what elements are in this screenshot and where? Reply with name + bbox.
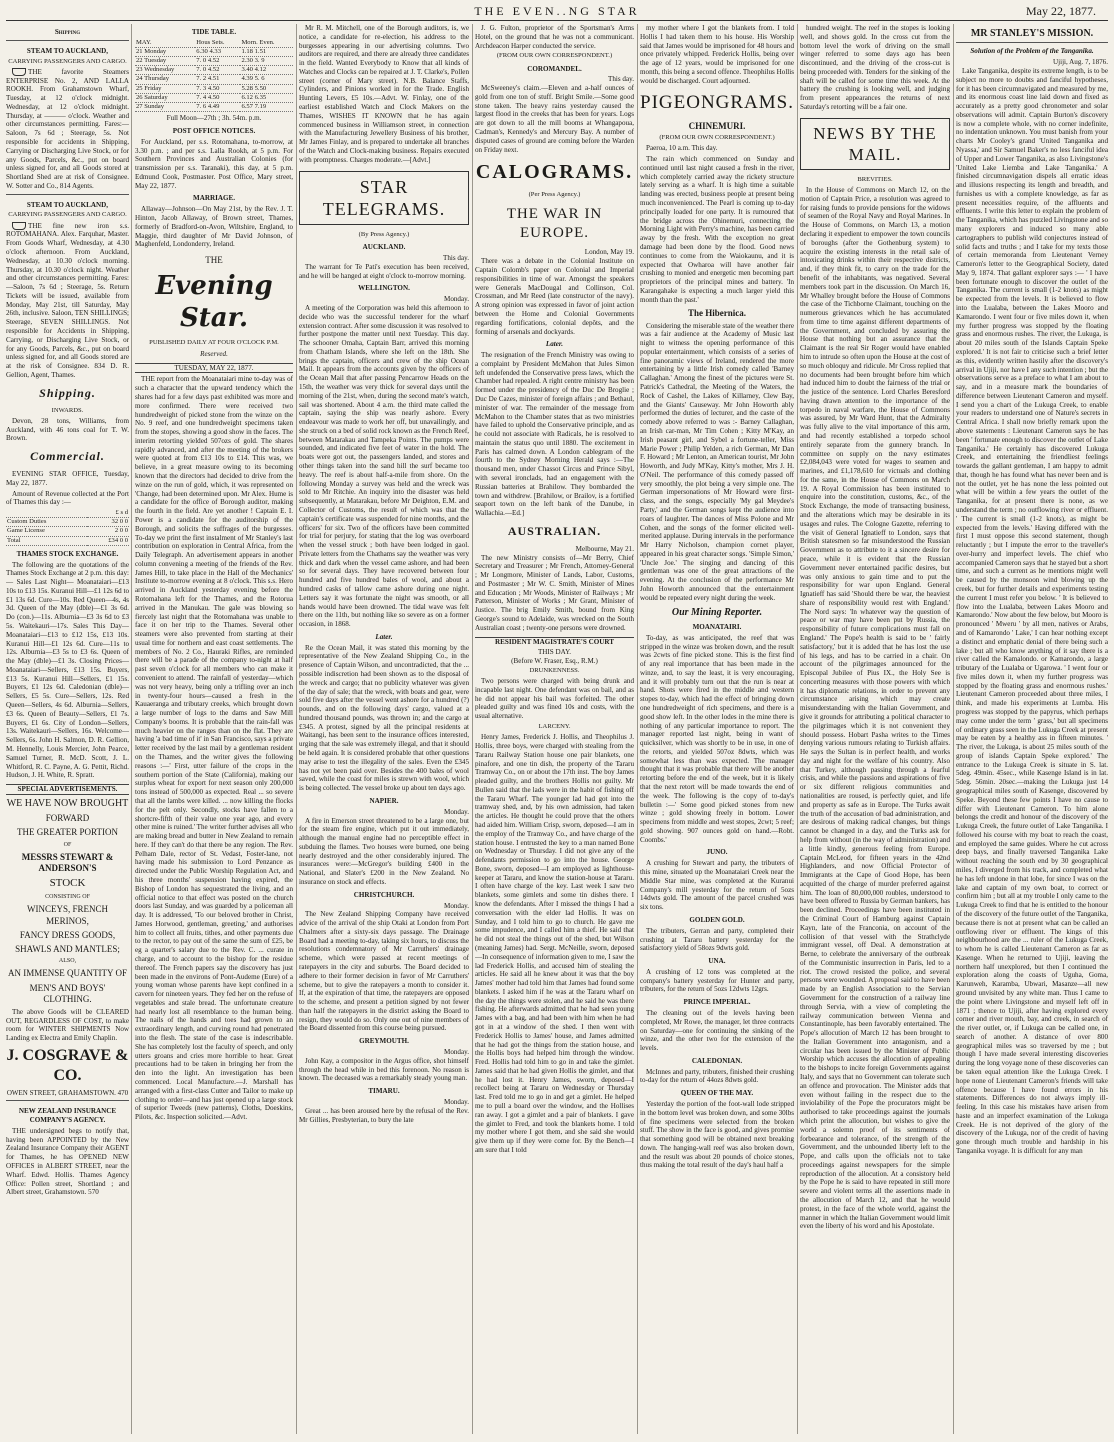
dateline: Melbourne, May 21. [575,544,634,553]
steamship-icon [12,222,26,230]
column-7 [956,24,1108,1434]
table-header: Morn. Even. [240,39,293,48]
table-cell: 22 Tuesday [135,57,195,66]
dateline-day: Monday. [444,1048,469,1057]
dateline-day: Monday. [444,1097,469,1106]
table-row [135,93,293,102]
table-row [6,518,129,527]
nameplate: Evening Star. [155,271,273,334]
table-cell: 32 0 0 [87,518,129,527]
table-cell: 7. 6 4.49 [195,102,240,111]
paper-masthead-title: THE EVEN..NG STAR [474,4,640,18]
advertisement [6,1100,129,1197]
ad-firm-name: J. COSGRAVE & CO. [6,1047,129,1084]
column-6 [800,24,950,1434]
dateline-heading: CHINEMURI. [688,121,746,132]
subheading: CALEDONIAN. [691,1056,743,1065]
byline: (FROM OUR OWN CORRESPONDENT.) [659,134,775,142]
table-row [135,66,293,75]
article-body: Devon, 28 tons, Williams, from Auckland, with 46 tons coal for T. W. Brown. [6,416,129,443]
table-cell: 7. 3 4.50 [195,84,240,93]
ad-heading: STEAM TO AUCKLAND, [26,46,109,55]
subheading: Solution of the Problem of the Tanganika. [970,47,1094,56]
table-cell: 3.40 4.12 [240,66,293,75]
ad-body: The above Goods will be CLEARED OUT, REGARDLESS OF COST, to make room for WINTER SHIPMENTS Now Landing ex Electra and Emily Chaplin. [6,1007,129,1043]
table-header: £ s d [87,509,129,518]
tide-note: Full Moon—27th ; 3h. 54m. p.m. [166,114,262,123]
leader-date: TUESDAY, MAY 22, 1877. [135,363,293,374]
ad-body: THE undersigned begs to notify that, having been APPOINTED by the New Zealand Insurance Company their AGENT for Thames, he has OPENED NEW OFFICES in ALBERT STREET, near the Wharf. Edwd. Hollis. Thames Agency Office: Pollen street, Shortland ; and Albert street, Grahamstown. 570 [6,1126,129,1197]
subheading: PRINCE IMPERIAL. [683,998,751,1007]
nameplate-prefix: THE [205,255,223,266]
ad-line: FORWARD [45,813,90,824]
column-rule [131,24,132,1434]
article-body: hundred weight. The reef in the stopes is looking well, and shows gold. In the cross cut from the bottom level the work of driving on the small winger referred to some days ago has been discontinued, and the driving of the cross-cut is being proceeded with. Tenders for the sinking of the shaft will be called for some time this week. At the battery the crushing is looking well, and judging from present appearances the returns of next Saturday's retorting will be a fair one. [800,24,950,112]
ad-body: THE favorite Steamers ENTERPRISE No. 2, AND LALLA ROOKH. From Grahamstown Wharf, Tuesday, at 12 o'clock midnight. Wednesday, at 12 o'clock midnight. Thursday, at ——— o'clock. Weather and other circumstances permitting. Fares:—Saloon, 7s 6d ; Steerage, 5s. Not responsible for accidents in Shipping, Carrying or Discharging Live Stock, or for any Goods, Parcels, &c., put on board unless signed for, and all Goods stored at Shortland Shed are at risk of Consignee. W. Sotter and Co., 814 Agents. [6,67,129,190]
table-cell: 26 Saturday [135,93,195,102]
subheading: QUEEN OF THE MAY. [680,1089,754,1098]
subheading: DRUNKENNESS. [529,666,580,674]
dateline-day: Monday. [444,807,469,816]
subheading: Later. [545,340,564,349]
section-heading: The Hibernica. [688,308,746,319]
article-body: Amount of Revenue collected at the Port of Thames this day :— [6,489,129,507]
byline: (FROM OUR OWN CORRESPONDENT.) [496,52,613,60]
ad-address: OWEN STREET, GRAHAMSTOWN. 470 [6,1088,129,1097]
dateline-heading: WELLINGTON. [358,284,410,293]
table-header-row [135,39,293,48]
section-heading-war: THE WAR IN EUROPE. [506,206,603,241]
article-body: McInnes and party, tributers, finished their crushing to-day for the return of 44ozs 8dwts gold. [640,1067,794,1085]
subheading: LARCENY. [538,723,571,731]
ad-line: AN IMMENSE QUANTITY OF [8,968,127,979]
article-body: The rain which commenced on Sunday and continued until last night caused a fresh in the river, which completely carried away the rickety structure lately serving as a wharf. It is high time a suitable landing was erected, business people at present being much inconvenienced. The Pearl is coming up to-day principally loaded for one party. It is rumoured that the bridge across the Ohinemuri, connecting the Morning Light with Perry's machine, has been carried away by the fresh. With the exception no great damage had been done by the flood. Good news continues to come from the Waiokaunu, and it is expected that Owharoa will have another fair crushing to monied and energetic men becoming part proprietors of the principal mines and battery. 'In Karangahake is expecting a much larger yield this month than the past.' [640,155,794,304]
section-heading: MARRIAGE. [193,194,235,203]
ad-heading: NEW ZEALAND INSURANCE COMPANY'S AGENCY. [18,1107,117,1125]
section-heading: Shipping [54,28,81,36]
ad-subheading: CARRYING PASSENGERS AND CARGO. [8,57,127,65]
court-day: THIS DAY. [537,648,572,657]
dateline-heading: GREYMOUTH. [359,1037,409,1046]
dateline-day: Monday. [444,901,469,910]
advertisement-stock [6,798,129,1098]
section-heading: Shipping. [39,385,96,400]
byline: (Per Press Agency.) [528,191,581,199]
ad-line: WE HAVE NOW BROUGHT [6,797,129,809]
table-cell: Game License [6,527,87,536]
steamship-icon [12,68,26,76]
dateline: EVENING STAR OFFICE, Tuesday, May 22, 1877. [6,469,129,487]
table-cell: 6.30 4.33 [195,47,240,56]
subheading: BREVITIES. [857,175,893,183]
table-cell: £34 0 0 [87,536,129,545]
dateline: Ujiji, Aug. 7, 1876. [1053,58,1108,67]
article-body: Considering the miserable state of the weather there was a fair audience at the Academy of Music last night to witness the opening performance of this popular entertainment, which consists of a series of fine panoramic views of Ireland, rendered the more entertaining by a little Irish comedy called 'Barney Callaghan.' Among the finest of the pictures were St. Patrick's Cathedral, the Meeting of the Waters, the Rock of Cashel, the Lakes of Killarney, Clew Bay, and the Giants' Causeway. Mr John Howorth ably performed the duties of lecturer, and the caste of the comedy above referred to was :- Barney Callaghan, an Irish car-man, Mr Tim Cohen ; Kitty M'Kay, an Irish peasant girl, and Sybel a fortune-teller, Miss Marie Power ; Philip Yelden, a rich German, Mr Dan F. Howard ; Mr Lenton, an American tourist, Mr John Howorth, and Judy M'Kay, Kitty's mother, Mrs J. H. O'Neil. The performance of this comedy passed off very smoothly, the plot being a very simple one. The German impersonations of Mr Howard were first-class, and the songs, especially 'My gal Meydee's Party,' and the German songs kept the audience into roars of laughter. The dances of Miss Polone and Mr Cohen, and the songs of the former elicited well-merited applause. During intervals in the performance Mr Harry Nicholson, champion cornet player, appeared in his great character songs. 'Simple Simon,' 'Uncle Joe.' The singing and dancing of this gentleman was one of the great attractions of the evening. At the conclusion of the performance Mr John Howorth announced that the entertainment would be repeated every night during the week. [640,321,794,602]
table-cell: 6.57 7.19 [240,102,293,111]
article-body: There was a debate in the Colonial Institute on Captain Colomb's paper on Colonial and Imperial responsibilities in time of war. Amongst the speakers were Generals MacDougal and Collinson, Col. Crossman, and Mr Reed (late constructor of the navy). A strong opinion was expressed in favor of joint action between the Home and Colonial Governments regarding fortifications, colonial depôts, and the forming of arsenals and dockyards. [475,257,634,336]
table-cell: 7. 2 4.51 [195,75,240,84]
masthead-date: May 22, 1877. [1026,4,1096,18]
table-cell: 2.30 3. 9 [240,57,293,66]
dateline-heading: COROMANDEL. [527,64,582,73]
masthead [6,4,1108,21]
table-row [135,57,293,66]
revenue-table [6,509,129,546]
section-heading-calograms: CALOGRAMS. [475,161,634,184]
section-heading: SPECIAL ADVERTISEMENTS. [6,784,129,795]
table-cell: Custom Duties [6,518,87,527]
dateline-day: This day. [443,254,469,263]
table-cell: 23 Wednesday [135,66,195,75]
article-body: The following are the quotations of the Thames Stock Exchange at 2 p.m. this day:— Sales Last Night— Moanataiari—£13 10s to £13 15s. Kuranui Hill—£1 12s 6d to £1 13s 6d. Cure—10s. Red Queen—4s, 4s 3d. Queen of the May (dble)—£1 3s 6d. Do (con.)—11s. Alburnia—£3 3s 6d to £3 5s. Waitekauri—17s. Sales This Day— Moanataiari—£13 to £12 15s, £13 10s. Kuranui Hill—£1 12s 6d. Cure—11s to 12s. Alburnia—£3 5s to £3 6s. Queen of the May (dble)—£1 3s. Closing Prices— Moanataiari—Sellers, £13 15s. Buyers, £13 5s. Kuranui Hill—Sellers, £1 15s. Buyers, £1 12s 6d. Caledonian (dble)—Sellers, £5 5s. Cure—Sellers, 12s. Red Queen—Sellers, 4s 6d. Alburnia—Sellers, £3 6s. Queen of Beauty—Sellers, £1 7s. Buyers, £1 6s. City of London—Sellers, 13s. Waitekauri—Sellers, 16s. Welcome—Sellers, 6s. John H. Salmon, D. R. Gellion, M. Hennelly, Louis Mercier, John Pearce, Samuel Turner, R. McD. Scott, J. L. Whitford, R. C. Payne, A. G. Pettit, Richd. Hudson, J. H. White, R. Spratt. [6,560,129,780]
section-heading-court: RESIDENT MAGISTRATE'S COURT [475,637,634,647]
dateline: London, May 19. [584,248,634,257]
column-rule [953,24,954,1434]
ad-heading: STEAM TO AUCKLAND, [26,200,109,209]
ad-line: ALSO, [58,958,77,964]
article-body: A crushing for Stewart and party, the tributers of this mine, situated up the Moanataiari Creek near the Middle Star mine, was completed at the Kuranui Company's mill yesterday for the return of 5ozs 14dwts gold. The amount of the parcel crushed was six tons. [640,859,794,912]
column-2 [135,24,293,1434]
ad-line: CONSISTING OF [45,893,90,900]
article-body: Re the Ocean Mail, it was stated this morning by the representative of the New Zealand Shipping Co., in the presence of Captain Wilson, and uncontradicted, that the ... possible indiscretion had been shown as to the disposal of the wreck and cargo; that no publicity whatever was given of the day of sale; that the wreck, with boats and gear, were sold five days after the vessel went ashore for a hundred (?) pounds, and on the following days' cargo, valued at a hundred thousand pounds, was thrown in; and the cargo at £345. A protest, signed by all the principal residents at Waitangi, has been sent to the insurance offices interested, urging that the sale was extremely illegal, and that it should be held again. It is considered probable that other questions may arise to test the illegality of the sales. Even the £345 has not yet been paid over. Besides the 400 bales of wool saved, while the coast for miles is strewn with wool, which is being collected. The vessel broke up about ten days ago. [299,643,469,793]
section-heading: THAMES STOCK EXCHANGE. [16,549,119,558]
dateline: Paeroa, 10 a.m. This day. [646,144,718,153]
table-cell: 2 0 0 [87,527,129,536]
article-body: Allaway—Johnson—On May 21st, by the Rev. J. T. Hinton, Jacob Allaway, of Brown street, Thames, formerly of Bradford-on-Avon, Wiltshire, England, to Maggie, third daughter of Mr David Johnson, of Maghenfeld, Londonderry, Ireland. [135,205,293,249]
table-cell: Total [6,536,87,545]
article-body: The resignation of the French Ministry was owing to a complaint by President McMahon that Jules Simon left undefended the Conservative press laws, which the Chamber had repealed. A right centre ministry has been formed under the presidency of the Duc De Broglie ; Duc De Cazes, minister of foreign affairs ; and Bethaul, minister of war. The remainder of the message from McMahon to the Chamber states that as two ministries have failed to uphold the Conservative principle, and as he could not associate with Radicals, he is resolved to maintain the status quo until 1880. The excitement in Paris has calmed down. A London cablegram of the fourth to the Sydney Morning Herald says :—The thousand men, under Chassot Circus and Prince Sibyl, with several ironclads, had an engagement with the Russian batteries at Brahilow. They bombarded the town and withdrew. [Brahilow, or Brailov, is a fortified seaport town on the left bank of the Danube, in Wallachia.—Ed.] [475,351,634,518]
column-rule [637,24,638,1434]
table-header: MAY. [135,39,195,48]
dateline-heading: AUCKLAND. [362,243,406,252]
leader-body: THE report from the Moanataiari mine to-day was of such a character that the upward tendency which the shares had for a few days past exhibited was more and more confirmed. There were received two hundredweight of picked stone from the winze on the No. 9 reef, and one hundredweight specimens taken from the stopes, showing a good show in the faces. The interim retorting yielded 507ozs of gold. The shares rapidly advanced, and after the meeting of the brokers were quoted at from £13 10s to £14. This was, we believe, in a great measure owing to its becoming known that the directors had decided to drive from the winze on the run of gold, which, it was represented on 'Change, had been determined upon. Mr Alex. Hume is a candidate for the office of Borough auditor, making the fourth in the field. Are yet another ! Captain E. I. Power is a candidate for the auditorship of the Borough, and solicits the suffrages of the burgesses. To-day we print the first instalment of Mr Stanley's last contribution on exploration in Central Africa, from the Daily Telegraph. An advertisement appears in another column convening a meeting of the friends of the Rev. James Hill, to take place in the Hall of the Mechanics' Institute to-morrow evening at 8 o'clock. This s.s. Hero arrived in Auckland yesterday evening before the Rotomahana left for the Thames, and the Rotorua arrived in the Manukau. The gale was blowing so fiercely last night that the Rotomahana was unable to face it on her trip to the Thames. Several other steamers were also prevented from starting at their usual time for northern and east coast settlements. The members of No. 2 Co., Hauraki Rifles, are reminded there will be a parade of the company to-night at half past seven o'clock for all members who can make it convenient to attend. The rainfall of yesterday—which was not very heavy, being only a trifling over an inch in twenty-four hours—caused a fresh in the Kauaeranga and tributary creeks, which brought down a large number of logs to the dams and Saw Mill Company's booms. It is probable that the rain-fall was much heavier on the ranges than on the flat. They are having 'a bad time of it' in San Francisco, says a private letter received by the last mail by a gentleman resident on the Thames, and the writer gives the following reasons :—' First, utter failure of the crops in the southern portion of the State (California), making our surplus wheat for export for next season only 200,000 tons instead of 500,000 as expected. Real ... so severe that all the lambs were killed. ... now killing the flocks for the pelt only. Secondly, stocks have fallen to a shortcre-fifth of their value one year ago, and every other mine is ruined.' The writer further advises all who are making bread and butter in New Zealand to remain here. If they can't do that there be any region. The Rev. Pelham Dale, rector of St. Vedast, Foster-lane, not having made his submission to Lord Penzance as directed under the Public Worship Regulation Act, and his three months' suspension having expired, the Bishop of London has sequestrated the living, and an official notice to that effect was posted on the church doors last Sunday, and was guarded by a policeman all day. It is addressed, 'To our beloved brother in Christ, James Horwood, gentleman, greeting,' and authorises him to collect all fruits, tithes, and other payments due to the rector, to pay out of the same the sum of £25, be eg a quarter's salary due to the Rev. C. ... curate in charge, and to account to the bishop for the residue thereof. The French papers say the discovery has just been made in the environs of Pont-Audeme (Eure) of a young woman whose parents have kept confined in a cavern for nineteen years. They fed her on the refuse of vegetables and stale bread. The unfortunate creature had nearly lost all resemblance to the human being. The nails of the hands and toes had grown to an extraordinary length, and curving round had penetrated into the flesh. The state of the case is indescribable. She has completely lost the faculty of speech, and only utters groans and cries more horrible to hear. Great precautions had to be taken in bringing her from the den into the light. An investigation has been commenced. Local Manufacture.—J. Marshall has arranged with a first-class Cutter and Tailor to make up clothing to order—and has just opened up a large stock of superior Tweeds (new patterns), Cloths, Doeskins, Pilots, &c. Inspection solicited.—Advt. [135,375,293,1122]
section-heading: Our Mining Reporter. [671,606,763,618]
advertisement [6,40,129,191]
section-heading-telegrams: STAR TELEGRAMS. [299,171,469,226]
article-body: To-day, as was anticipated, the reef that was stripped in the winze was broken down, and the result was 2cwts of fine picked stone. This is the first find of any real importance that has been made in the winze, and, to say the least, it is very encouraging, and it will probably turn out that the run is near at hand. Shots were fired in the middle and western stopes to-day, which had the effect of bringing down one hundredweight of rich specimens, and there is a good show left. In the other lodes in the mine there is nothing of any particular importance to report. The manager reported last night, being in want of quicksilver, which was shortly to be in use, in one of the retorts, and yielded 507oz 8dwts, which was somewhat less than was expected. The manager thought that it was probable that there will be another retorting before the end of the week, but it is likely that the next retort will be made towards the end of the week. The following is the copy of to-day's bulletin :—' Some good picked stones from new winze ; gold showing freely in bottom. Lower specimens from middle and west stopes, 2cwt; 5 reef; gold showing. 907 ounces gold on hand.—Robt. Coombs.' [640,633,794,844]
ad-line: MESSRS STEWART & ANDERSON'S [21,852,114,874]
column-rule [797,24,798,1434]
column-4 [475,24,634,1434]
article-body: In the House of Commons on March 12, on the motion of Captain Price, a resolution was agreed to for raising funds to provide pensions for the widows of seamen of the Royal Navy and Royal Marines. In the House of Commons, on March 13, a motion declaring it expedient to empower the town councils of boroughs (after the Gothenburg system) to acquire the existing interests in the retail sale of intoxicating drinks within their respective districts, and, if they think fit, to carry on the trade for the benefit of the inhabitants, was negatived. Several members took part in the discussion. On March 16, Mr Whalley brought before the House of Commons the case of the Tichborne Claimant, touching on the numerous grievances which he has accumulated from time to time against different departments of the Government, and concluded by assuring the House that nothing but an assurance that the Claimant is the real Sir Roger would have enabled him to intrude so often upon the House at the cost of so much obloquy and ridicule. Mr Cross replied that no documents had been brought before him which had induced him to doubt the fairness of the trial or the justice of the sentence. Lord Charles Beresford having drawn attention to the importance of the torpedo in naval warfare, the House of Commons was assured, by Mr Ward Hunt, that the Admiralty was fully alive to the vital importance of this arm, and had recently established a torpedo school entirely separate from the gunnery branch. In committee on supply on the navy estimates £2,084,043 were voted for wages to seamen and marines, and £1,178,610 for victuals and clothing for the same, in the House of Commons on March 19. A Royal Commission has been instituted to enquire into the constitution, customs, &c., of the Stock Exchange, the mode of transacting business, and the alterations which may be desirable in its usages and rules. The Cologne Gazette, referring to the visit of General Ignatieff to London, says that British statesmen so far misunderstood the Russian Government as to attribute to it a sincere desire for peace, while it is evident that the Russian Government never entertained pacific desires, but was only anxious to gain time and to put the responsibility for war upon England. General Ignatieff has said 'Should there be war, the heaviest share of responsibility would rest with England.' The Nord says: 'In whatever way the question of peace or war may have been put by Russia, the responsibility of future complications must fall on England.' The Pope's health is said to be ' fairly satisfactory,' but it is added that he has lost the use of his legs, and has to be carried in a chair. On account of the pilgrimages announced for the Episcopal Jubilee of Pius IX., the Holy See is concerting measures with those powers with which it has diplomatic relations, in order to prevent any circumstance arising which may create misunderstanding with the Italian Government, and give it grounds for attributing a political character to the pilgrimages which it is not convenient they should possess. Hobart Pasha writes to the Times denying various rumours relating to Turkish affairs. He says the Sultan is in perfect health, and works day and night for the welfare of his country. Also that Turkey, although passing through a fearful crisis, and while the passions and aspirations of five or six different religious communities and nationalities are roused, is perfectly quiet, and life and property as safe as in Europe. The Turks await the truth of the accusation of bad administration, and are desirous of making radical changes, but things cannot be changed in a day, and the Turks ask for help from without (in the way of administration) and a little kindly, generous feeling from Europe. Captain McLeod, for fifteen years in the 42nd Highlanders, and now Official Protector of Immigrants at the Cape of Good Hope, has been acquitted of the charge of murder preferred against him. The loan of 80,000,000 roubles, understood to have been offered to Russia by German bankers, has been declined. Proceedings have been instituted in the Criminal Court of Hamburg against Captain Kayn, late of the Franconia, on account of the collision of that vessel with the Strathclyde immigrant vessel, off Deal. A demonstration at Berne, to celebrate the anniversary of the outbreak of the Communistic insurrection in Paris, led to a riot. The crowd resisted the police, and several persons were wounded. A proposal said to have been made by an English Association to the Servian Government for the construction of a railway line through Servia, with a view of completing the railway communication between Vienna and Constantinople, has been favorably entertained. The Pope's allocution of March 12 has been brought to the Italian Government into antagonism, and a circular has been issued by the Minister of Public Worship which accuses the allocution of appealing to the bishops to incite foreign Governments against Italy, and says that no Government can tolerate such an offence and provocation. The Minister adds that even without failing in the respect due to the inviolability of the Pope the procurators might be authorised to take proceedings against the journals which print the allocution, but wishes to give the world a solemn proof of its sentiments of forbearance and tolerance, of the strength of the Government, and the unbounded liberty left to the Pope, and calls upon the officials not to take proceedings against newspapers for the simple reproduction of the allocution. At a consistory held by the Pope he is said to have repeated in still more severe and violent terms all the assertions made in the allocution of March 12, and that he would protest, in the face of the whole world, against the manner in which the Italian Government would limit even the liberty of his word and his Apostolate. [800,186,950,1231]
ad-line: STOCK [49,877,86,890]
subheading: Later. [375,632,393,641]
table-cell: 27 Sunday [135,102,195,111]
section-heading-pigeongrams: PIGEONGRAMS. [640,92,794,114]
table-cell: 7. 4 4.50 [195,93,240,102]
subheading: INWARDS. [51,406,84,414]
advertisement [6,194,129,380]
section-heading-news: NEWS BY THE MAIL. [800,118,950,170]
ad-line: FANCY DRESS GOODS, [19,929,116,940]
article-body: A fire in Emerson street threatened to be a large one, but for the steam fire engine, which put it out immediately, although the manual engine had no perceptible effect in subduing the flames. Two houses were burned, one being nearly destroyed and the other considerably injured. The insurances were:—McGregor's building £400 in the National, and Slater's £200 in the New Zealand. No insurance on stock and effects. [299,816,469,886]
article-body: Two persons were charged with being drunk and incapable last night. One defendant was on bail, and as he did not appear his bail was forfeited. The other pleaded guilty and was fined 10s and costs, with the usual alternative. [475,677,634,721]
nameplate-subtitle: PUBLISHED DAILY AT FOUR O'CLOCK P.M. [149,338,279,346]
table-cell: 4.39 5. 6 [240,75,293,84]
article-body: Great ... has been aroused here by the refusal of the Rev. Mr Gillies, Presbyterian, to bury the late [299,1106,469,1124]
ad-subheading: CARRYING PASSENGERS AND CARGO. [8,211,127,219]
subheading: UNA. [708,957,726,966]
ad-body: THE fine new iron s.s. ROTOMAHANA. Alex. Farquhar, Master. From Goods Wharf, Wednesday, at 4.30 o'clock afternoon. From Auckland, Wednesday, at 10.30 o'clock morning. Thursday, at 10.30 o'clock night. Weather and other circumstances permitting. Fares:—Saloon, 7s 6d ; Steerage, 5s. Return Tickets will be issued, available from Monday, May 21st, till Saturday, May 26th, inclusive. Saloon, TEN SHILLINGS; Steerage, SEVEN SHILLINGS. Not responsible for Accidents in Shipping, Carrying, or Discharging Live Stock, or for any Goods, Parcels, &c., put on board unless signed for, and all Goods stored are at the risk of Consignee. 834 D. R. Gellion, Agent, Thames. [6,221,129,379]
table-cell: 7. 0 4.52 [195,57,240,66]
ad-line: WINCEYS, FRENCH MERINOS, [26,904,108,926]
table-cell: 1.18 1.51 [240,47,293,56]
table-cell: 25 Friday [135,84,195,93]
subheading: GOLDEN GOLD. [689,915,745,924]
subheading: JUNO. [706,848,728,857]
ad-line: THE GREATER PORTION [17,827,118,838]
ad-line: MEN'S AND BOYS' CLOTHING. [29,982,106,1004]
tide-table [135,39,293,112]
article-body: The new Ministry consists of—Mr Berry, Chief Secretary and Treasurer ; Mr French, Attorney-General ; Mr Longmore, Minister of Lands, Labor, Customs, and Postmaster ; Mr W. C. Smith, Minister of Mines and Education ; Mr Woods, Minister of Railways ; Mr Patterson, Minister of Works ; Mr Grant, Minister of Justice. The brig Emily Smith, bound from King George's sound to Adelaide, was wrecked on the South Australian coast ; twenty-one persons were drowned. [475,553,634,632]
column-rule [472,24,473,1434]
ad-line: SHAWLS AND MANTLES; [15,943,120,954]
section-heading: POST OFFICE NOTICES. [172,126,256,135]
article-body: The New Zealand Shipping Company have received advice of the arrival of the ship Otaki at London from Port Chalmers after a sixty-six days passage. The Drainage Board had a meeting to-day, taking six hours, to discuss the resolutions condemnatory of Mr Carruthers' drainage scheme, which were passed at recent meetings of ratepayers in the city and suburbs. The Board decided to adhere to their former decision in favor of Mr Carruthers' scheme, but to give the ratepayers a month to consider it. If, at the expiration of that time, the ratepayers are opposed to the scheme, and present a petition signed by not fewer than half the ratepayers in the district asking the Board to resign, they would do so. Only one out of nine members of the Board dissented from this course being pursued. [299,910,469,1033]
article-body: A crushing of 12 tons was completed at the company's battery yesterday for Hunter and party, tributers, for the return of 5ozs 12dwts 12grs. [640,967,794,994]
article-body: Mr R. M. Mitchell, one of the Borough auditors, is, we notice, a candidate for re-election, his address to the burgesses appearing in our advertising columns. Two auditors are required, and there are already three candidates in the field. Wanted Everybody to Know that all kinds of Watches and Clocks can be repaired at J. T. Clarke's, Pollen street (corner of Mary street). N.B. Balance Staffs, Cylinders, and Pinions worked in for the Trade. English Hunting Levers, £5 10s.—Advt. W. Finlay, one of the earliest established Watch and Clock Makers on the Thames, WISHES IT KNOWN that he has again commenced business in Williamson street, in connection with the Manufacturing Jewellery Business of his brother, Mr James Finlay, and is prepared to undertake all branches of the Watch and Clock-making business. Repairs executed with promptness. Charges moderate.—[Advt.] [299,24,469,164]
table-row [6,536,129,545]
article-body: McSweeney's claim.—Eleven and a-half ounces of gold from one ton of stuff. Bright Smile.—Some good stone taken. The heavy rains yesterday caused the largest flood in the creeks that has been for years. Logs are got down to all the mill booms at Whangapoua, Cadman's, Kennedy's and Mercury Bay. A number of disputed cases of ground are coming before the Warden on Friday next. [475,84,634,154]
table-row [135,84,293,93]
table-cell: 7. 0 4.52 [195,66,240,75]
dateline-heading: NAPIER. [369,796,399,805]
section-heading-stanley: MR STANLEY'S MISSION. [956,28,1108,43]
table-cell: 24 Thursday [135,75,195,84]
column-5 [640,24,794,1434]
article-body: John Kay, a compositor in the Argus office, shot himself through the head while in bed this forenoon. No reason is known. The deceased was a remarkably steady young man. [299,1056,469,1083]
article-body: A meeting of the Corporation was held this afternoon to decide who was the successful tenderer for the wharf extension contract. After some discussion it was resolved to further postpone the matter until next Tuesday. This day. The schooner Omaha, Captain Barr, arrived this morning from Chatham Islands, where she left on the 18th. She brings the captain, officers and crew of the ship Ocean Mail. It appears from the accounts given by the officers of the Ocean Mail that after passing Pencarrow Heads on the 15th, the weather was very thick for several days until the morning of the 21st, when, during the second mate's watch, sail was shortened. About 4 a.m. the third mate called the captain, saying the ship was nearly ashore. Every endeavour was made to work her off, but unavailingly, and she struck on a bed of solid rock known as the French Reef, between Matarakau and Tampeka Points. The pumps were sounded, and indicated five feet of water in the hold. The boats were got out, the passengers landed, and stores and other things taken into the sand hill the surf became too heavy. The reef is about half-a-mile from shore. On the following Monday a survey was held and the wreck was sold to Mr Ritchie. An inquiry into the disaster was held subsequently, at Matarakau, before Mr Deighton, E.M. and Collector of Customs, the result of which was that the captain's certificate was suspended for nine months, and the officers' for six. Two of the officers have been committed for trial for perjury, for stating that the log was overboard when the vessel struck ; both have been lodged in gaol. Private letters from the Chathams say the weather was very thick and dark when the vessel came ashore, and had been so for several days. They have recovered between four hundred and five hundred bales of wool, and about a hundred casks of tallow came ashore during one night. Letters say it was fortunate the night was smooth, or all hands would have been drowned. The tidal wave was felt there on the 11th, but nothing like so severe as on a former occasion, in 1868. [299,303,469,629]
table-row [6,527,129,536]
section-heading-australian: AUSTRALIAN. [507,523,602,538]
article-body: Lake Tanganika, despite its extreme length, is to be subject no more to doubts and fanciful hypotheses, for it has been circumnavigated and measured by me, and its enormous coast line laid down and fixed as accurately as a pretty good chronometer and solar observations will admit. Captain Burton's discovery is now a complete whole, with no corner indefinite, no indentation unknown. You must banish from your charts Mr Cooley's grand 'United Tanganika and Nyassa,' and Sir Samuel Baker's no less fanciful idea of Upper and Lower Tanganika, as also Livingstone's 'United Lake Liemba and Lake Tanganika.' A finished circumnavigation dispels all erratic ideas and illusions respecting its length and breadth, and furnishes us with a complete knowledge, as far as present necessities require, of the affluents and effluents. I write this letter to explain the problem of the Tanganika, which has puzzled Livingstone and so many explorers and induced so many able cartographers to publish wild conjectures instead of solid facts and truths ; and I take for my texts those of certain memoranda from Lieutenant Verney Cameron's letter to the Geographical Society, dated May 9, 1874. That gallant explorer says :— ' I have been fortunate enough to discover the outlet of the Tanganika. The current is small (1-2 knots) as might be expected from the levels. It is believed to flow into the Lualaba, between the Lakes Mooro and Kamarondo. I went four or five miles down it, when my further progress was stopped by the floating grass and enormous rushes. The river, the Lukuga, is about 20 miles south of the Islands Captain Speke explored.' It is not fair to criticise such a brief letter as this, evidently written hastily after the discovery's arrival in Ujiji, nor have I any such intention ; but the observations serve as a preface to what I am about to say, and in a measure mark the boundaries of difference between Lieutenant Cameron and myself. I send you a chart of the Lukuga Creek, to enable your readers to understand one of Nature's secrets in Central Africa. I shall now briefly remark upon the above statements : Lieutenant Cameron says he has been ' fortunate enough to discover the outlet of Lake Tanganika.' He certainly has discovered Lukuga Creek, and entertaining the friendliest feelings towards the gallant gentleman, I am happy to admit that, though he has found what has never been and is not the outlet, yet he has none the less pointed out what will be within a few years the outlet of the Tanganika, for at present there is none, as we understand the term ; no outflowing river or effluent. ' The current is small (1-2 knots), as might be expected from the levels.' Having differed with the first I must oppose this second statement, though reluctantly ; but I impute the error to the traveller's over-hurry and imperfect levels. The chief who accompanied Cameron says that he stayed but a short time, and such a current as he mentions might well be caused by the monsoon wind blowing up the creek, but for further details and experiments testing the current I must refer you below. ' It is believed to flow into the Lualaba, between Lakes Mooro and Kamarondo.' Now about the few below, but Mooro is pronounced ' Mweru ' by all men, natives or Arabs, and of Kamarondo ' Lake,' I can hear nothing except a distinct and emphatic denial of there being such a lake ; but all who know anything of it say there is a river called the Kamalondo. or Kamarondo, a large tributary of the Lualaba or Ugarowa. ' I went four or five miles down it, when my further progress was stopped by the floating grass and enormous rushes.' Lieutenant Cameron proceeded about three miles, I think, and made his experiments at Lumba. His progress was stopped by the papyrus, which perhaps may come under the term ' grass,' but all specimens of ordinary grass seen in the Lukuga Creek at present may be eaten by a healthy ass in fifteen minutes. ' The river, the Lukuga, is about 25 miles south of the group of islands Captain Speke explored.' The entrance to the Lukuga Creek is situate in S. lat. 5deg. 49min. 45sec., while Kasenge Island is in lat. 5deg. 56min. 20sec.—making the Lukuga just 14 geographical miles south of Kasenge, discovered by Speke. Beyond these few points I have no cause to differ with Lieutenant Cameron. To him alone belongs the credit and honour of the discovery of the Lukuga Creek, the future outlet of Lake Tanganika. I followed his course with my boat to reach the coast, and employed the same guides. Where he cut across deep bays, and finally traversed Tanganika Lake without reaching the south end by 30 geographical miles, I diverged from his track, and completed what he has left undone in that lobe, for since I was on the lake and captain of my own boat, to correct or confirm him ; but all at my trouble I only came to the Lukuga Creek to find that he is entitled to the honour of the discovery of the future outlet of the Tanganika, because there is not at present what can be called an outflowing river or effluent. The kings of this neighbourhood are the ... ruler of the Lukuga Creek, to whom he is called Lieutenant Cameron as far as Kasenge. When he returned to Ujiji, leaving the northern half unexplored, but then I continued the exploration along the coasts of Uguha, Goma, Karunweh, Karamba, Ubwari, Masanze—all new ground unvisited by any white man. Thus I came to the point where Livingstone and myself left off in 1871 ; thence to Ujiji, after having explored every corner and river mouth, bay, and creek, in search of the river outlet, or, if Lukuga can be called one, in search of another. A distance of over 800 geographical miles was so traversed by me ; but though I have made several interesting discoveries during the long voyage none of these discoveries can be taken equal attention like the Lukuga Creek. I hope none of Lieutenant Cameron's friends will take offence because I have found errors in his statements. Differences do not always imply ill-feeling. In this case his mistakes have arisen from haste and an imperfect examination of the Lukuga Creek. He is not deprived of the glory of the discovery of the Lukuga, nor of the credit of having gone through much trouble and hardship in his Tanganika voyage. It is difficult for any man [956,66,1108,1156]
article-body: Henry James, Frederick J. Hollis, and Theophilus J. Hollis, three boys, were charged with stealing from the Tararu Railway Station house one pair blankets, one pinafore, and one tin dish, the property of the Tararu Tramway Co., on or about the 17th inst. The boy James pleaded guilty, and the brothers Hollis not guilty. Mr Bullen said that the lads were in the habit of fishing off the Tararu Wharf. The younger lad had got into the tramway shed, and, by his own admission, had taken the articles. He thought he could prove that the others had aided him. William Crisp, sworn, deposed—I am in the employ of the Tramway Co., and have charge of the station house. I entrusted the key to a man named Bone on Wednesday or Thursday. I did not give any of the defendants permission to go into the house. George Bone, sworn, deposed—I am employed as lighthouse-keeper at Tararu, and know the station-house at Tararu. I often have charge of the key. Last week I saw two blankets, some gimlets and some tin dishes there. I know the defendants. After I missed the things I had a conversation with the elder lad Hollis. It was on Sunday, and I told him to go to church. He gave me some impudence, and I called him a thief. He said that he did not steal the things out of the shed, but Wilson (meaning James) had. Sergt. McNeille, sworn, deposed—In consequence of information given to me, I saw the lad Frederick Hollis, and accused him of stealing the articles. He said all he knew about it was that the boy James' mother had told him that James had found some blankets. I asked him if he was at the Tararu wharf on the day the things were stolen, and he said he was there fishing. He afterwards admitted that he had seen young James with a bag, and had been with him when he had got in at a window of the shed. I then went with Frederick Hollis to James' house, and James admitted that he had got the things from the station house, and the Hollis boys had helped him through the window. Fred. Hollis had told him to go in and take the gimlet. James said that he had given Hollis the gimlet, and that he had lost it. Henry James, sworn, deposed—I recollect being at Tararu on Wednesday or Thursday last. Fred told me to go in and get a gimlet. He helped me to pull a board over the window, and the Hollises ran away. I got a gimlet and a pair of blankets. I gave the gimlet to Fred, and took the blankets home. I told my mother where I got them, and she said she would give them up if they were come for. By the Bench—I am sure that I told [475,733,634,1154]
table-cell: 5.28 5.50 [240,84,293,93]
table-cell: 21 Monday [135,47,195,56]
section-heading: Commercial. [30,449,105,464]
court-judge: (Before W. Fraser, Esq., R.M.) [511,657,598,666]
reserved-note: Reserved. [200,349,228,358]
table-cell: 6.12 6.35 [240,93,293,102]
table-row [135,47,293,56]
article-body: my mother where I got the blankets from. I told Hollis I had taken them to his house. His Worship said that James would be imprisoned for 48 hours and once privately whipped. Frederick Hollis, being over the age of 12 years, would be imprisoned for one month, this being a second offence. Theophilus Hollis would be discharged. Court adjourned. [640,24,794,85]
table-row [135,75,293,84]
article-body: For Auckland, per s.s. Rotomahana, to-morrow, at 3.30 p.m. ; and per s.s. Lalla Rookh, at 5 p.m. For Southern Provinces and Australian Colonies (for transmission per s.s. Taranaki), this day, at 5 p.m. Edmund Cook, Postmaster. Post Office, Mary street, May 22, 1877. [135,137,293,190]
table-row [135,102,293,111]
dateline-day: Monday. [444,295,469,304]
subheading: MOANATAIRI. [692,622,742,631]
article-body: The warrant for Te Pati's execution has been received, and he will be hanged at eight o'clock to-morrow morning. [299,262,469,280]
dateline-heading: TIMARU. [368,1087,400,1096]
dateline-heading: CHRISTCHURCH. [353,890,415,899]
article-body: J. G. Fulton, proprietor of the Sportsman's Arms Hotel, on the ground that he was not a communicant. Archdeacon Harper conducted the service. [475,24,634,50]
ad-line: OF [63,841,72,848]
column-3 [299,24,469,1434]
column-rule [296,24,297,1434]
column-1 [6,24,129,1434]
article-body: The tributers, Gerran and party, completed their crushing at Tararu battery yesterday for the satisfactory yield of 58ozs 9dwts gold. [640,926,794,953]
byline: (By Press Agency.) [358,231,410,239]
article-body: Yesterday the portion of the foot-wall lode stripped in the bottom level was broken down, and some 30lbs of fine specimens were selected from the broken stuff. The show in the face is good, and gives promise that something good will be obtained next breaking down. The hanging-wall reef was also broken down, and the result was about 20 pounds of choice stones, thus making the total result of the day's haul half a [640,1100,794,1170]
table-header: Hous Sets. [195,39,240,48]
dateline-day: This day. [608,75,634,84]
section-heading: TIDE TABLE. [191,28,237,36]
article-body: The cleaning out of the levels having been completed, Mr Rowe, the manager, let three contracts on Saturday—one for continuing the sinking of the winze, and the other two for the extension of the levels. [640,1008,794,1053]
